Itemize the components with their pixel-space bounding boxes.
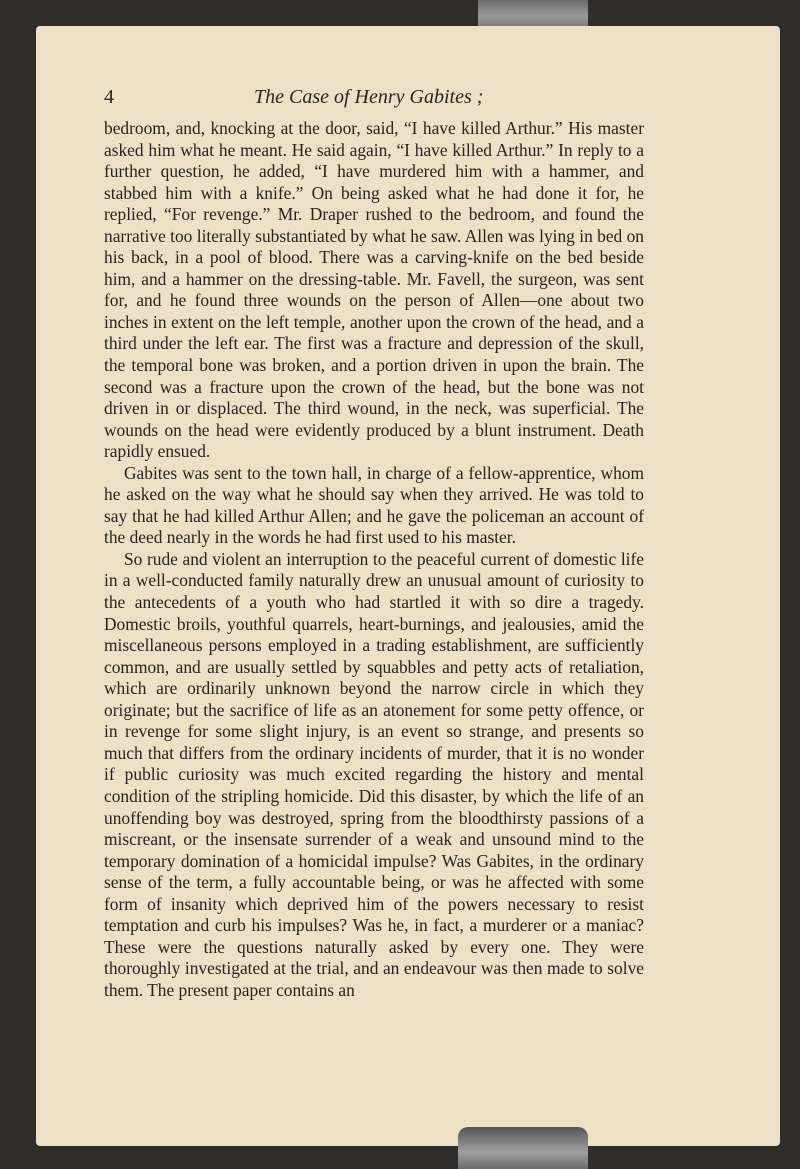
- paragraph: bedroom, and, knocking at the door, said, “I have killed Arthur.” His master asked him what he meant. He said again, “I have killed Arthur.” In reply to a further question, he added, “I have murdered him with a hammer, and stabbed him with a knife.” On being asked what he had done it for, he replied, “For revenge.” Mr. Draper rushed to the bedroom, and found the narrative too literally substantiated by what he saw. Allen was lying in bed on his back, in a pool of blood. There was a carving-knife on the bed beside him, and a hammer on the dressing-table. Mr. Favell, the surgeon, was sent for, and he found three wounds on the person of Allen—one about two inches in extent on the left temple, another upon the crown of the head, and a third under the left ear. The first was a fracture and depression of the skull, the temporal bone was broken, and a portion driven in upon the brain. The second was a fracture upon the crown of the head, but the bone was not driven in or displaced. The third wound, in the neck, was superficial. The wounds on the head were evidently produced by a blunt instrument. Death rapidly ensued.: [104, 118, 644, 462]
- binder-clip-bottom: [458, 1127, 588, 1169]
- paragraph: So rude and violent an interruption to the peaceful current of domestic life in a well-conducted family naturally drew an unusual amount of curiosity to the antecedents of a youth who had startled it with so dire a tragedy. Domestic broils, youthful quarrels, heart-burnings, and jealousies, amid the miscellaneous persons employed in a trading establishment, are sufficiently common, and are usually settled by squabbles and petty acts of retaliation, which are ordinarily unknown beyond the narrow circle in which they originate; but the sacrifice of life as an atonement for some petty offence, or in revenge for some slight injury, is an event so strange, and presents so much that differs from the ordinary incidents of murder, that it is no wonder if public curiosity was much excited regarding the history and mental condition of the stripling homicide. Did this disaster, by which the life of an unoffending boy was destroyed, spring from the bloodthirsty passions of a miscreant, or the insensate surrender of a weak and unsound mind to the temporary domination of a homicidal impulse? Was Gabites, in the ordinary sense of the term, a fully accountable being, or was he affected with some form of insanity which deprived him of the powers necessary to resist temptation and curb his impulses? Was he, in fact, a murderer or a maniac? These were the questions naturally asked by every one. They were thoroughly investigated at the trial, and an endeavour was then made to solve them. The present paper contains an: [104, 548, 644, 1000]
- page-number: 4: [104, 86, 114, 108]
- paragraph: Gabites was sent to the town hall, in charge of a fellow-apprentice, whom he asked on the way what he should say when they arrived. He was told to say that he had killed Arthur Allen; and he gave the policeman an account of the deed nearly in the words he had first used to his master.: [104, 462, 644, 548]
- body-text: [104, 118, 644, 1001]
- running-title: The Case of Henry Gabites ;: [254, 86, 484, 108]
